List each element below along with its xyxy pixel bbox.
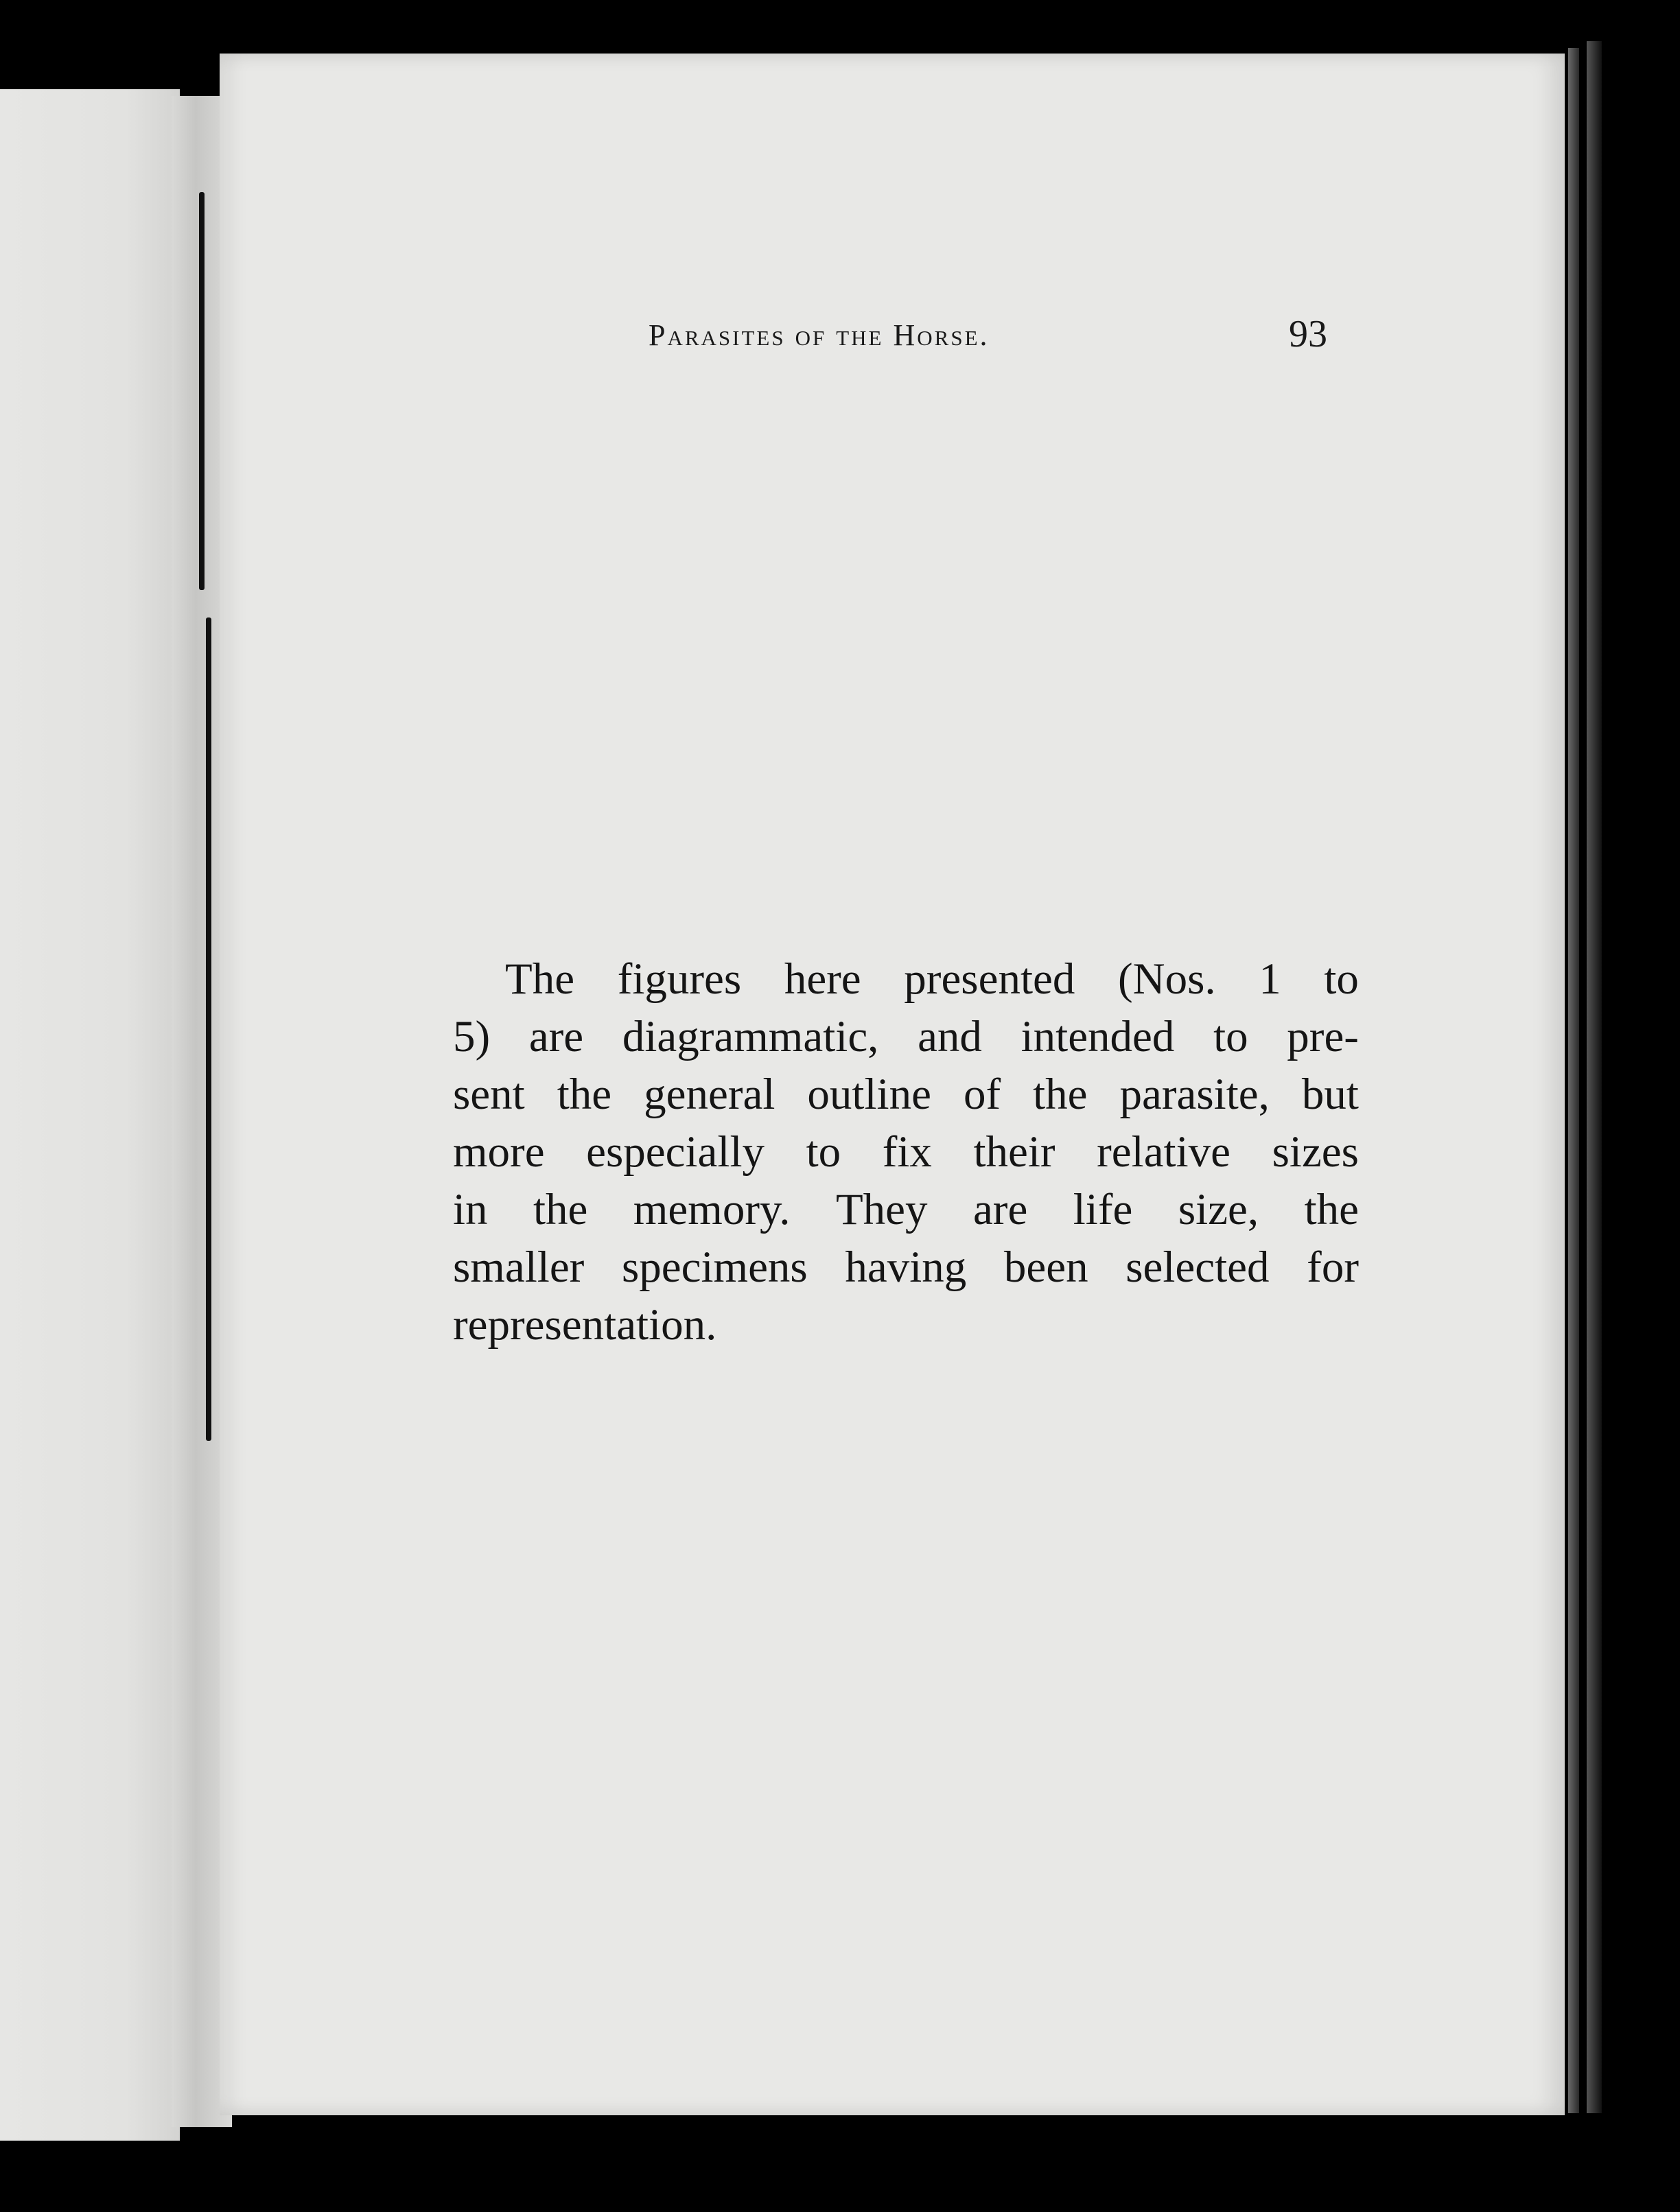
word: selected [1125,1243,1270,1292]
word: presented [904,954,1075,1004]
running-head: Parasites of the Horse. [649,318,990,352]
word: life [1073,1185,1133,1234]
word: but [1301,1070,1359,1119]
binding-thread [199,192,205,590]
page-number: 93 [1289,313,1327,355]
word: specimens [621,1243,808,1292]
word: intended [1020,1012,1175,1061]
word: smaller [453,1243,585,1292]
word: pre- [1287,1012,1359,1061]
word: representation. [453,1300,717,1350]
word: They [835,1185,928,1234]
word: 1 [1259,954,1281,1004]
paragraph-line [453,1066,1359,1123]
word: their [973,1127,1055,1177]
paragraph-line [453,1238,1359,1296]
word: to [1213,1012,1248,1061]
word: outline [807,1070,931,1119]
word: sizes [1272,1127,1359,1177]
word: size, [1178,1185,1259,1234]
word: fix [882,1127,932,1177]
word: having [845,1243,967,1292]
word: the [533,1185,588,1234]
binding-thread [206,617,211,1441]
word: to [806,1127,841,1177]
word: to [1324,954,1359,1004]
paragraph-line [453,1123,1359,1181]
word: for [1307,1243,1359,1292]
word: sent [453,1070,525,1119]
word: parasite, [1119,1070,1270,1119]
word: (Nos. [1117,954,1216,1004]
word: figures [617,954,742,1004]
word: The [505,954,575,1004]
word: the [557,1070,612,1119]
word: are [528,1012,584,1061]
word: are [972,1185,1028,1234]
body-paragraph [453,950,1359,1354]
word: relative [1097,1127,1231,1177]
word: of [963,1070,1001,1119]
page-edge-shadow [1568,48,1579,2113]
word: 5) [453,1012,491,1061]
word: the [1304,1185,1359,1234]
word: and [918,1012,982,1061]
word: been [1003,1243,1088,1292]
word: general [644,1070,775,1119]
word: memory. [633,1185,791,1234]
left-page-edge [0,89,180,2141]
word: here [784,954,861,1004]
word: more [453,1127,545,1177]
paragraph-line [453,950,1359,1008]
paragraph-line [453,1008,1359,1066]
book-cover-edge [1587,41,1602,2113]
word: especially [586,1127,765,1177]
word: diagrammatic, [622,1012,879,1061]
word: in [453,1185,488,1234]
word: the [1033,1070,1088,1119]
paragraph-line [453,1181,1359,1238]
paragraph-line [453,1296,1359,1354]
